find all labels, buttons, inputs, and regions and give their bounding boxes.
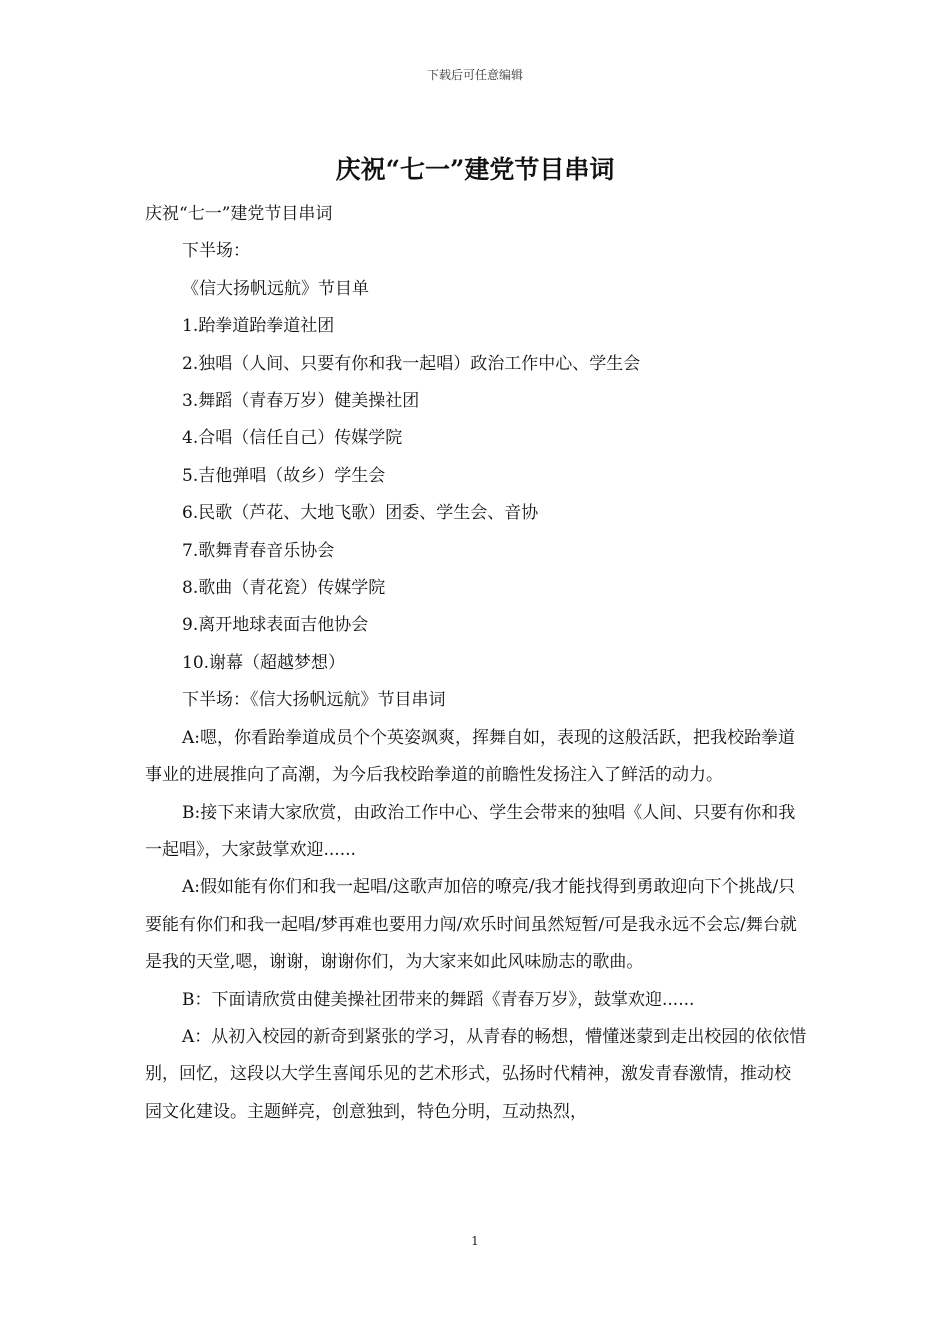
document-body	[145, 196, 807, 1131]
program-list-item: 8.歌曲（青花瓷）传媒学院	[182, 578, 386, 599]
program-list-item: 6.民歌（芦花、大地飞歌）团委、学生会、音协	[182, 503, 539, 524]
program-list-item: 9.离开地球表面吉他协会	[182, 615, 369, 636]
program-list-item: 5.吉他弹唱（故乡）学生会	[182, 465, 386, 486]
program-list-item: 7.歌舞青春音乐协会	[182, 540, 335, 561]
paragraph: A:假如能有你们和我一起唱/这歌声加倍的嘹亮/我才能找得到勇敢迎向下个挑战/只要能有你们和我一起唱/梦再难也要用力闯/欢乐时间虽然短暂/可是我永远不会忘/舞台就是我的天堂,嗯，谢谢，谢谢你们，为大家来如此风味励志的歌曲。	[145, 877, 797, 973]
paragraph: A:嗯，你看跆拳道成员个个英姿飒爽，挥舞自如，表现的这般活跃，把我校跆拳道事业的进展推向了高潮，为今后我校跆拳道的前瞻性发扬注入了鲜活的动力。	[145, 727, 796, 786]
document-title: 庆祝“七一”建党节目串词	[335, 155, 615, 184]
paragraph: 庆祝“七一”建党节目串词	[145, 204, 333, 224]
paragraph: 下半场：《信大扬帆远航》节目串词	[182, 690, 446, 711]
program-list-item: 2.独唱（人间、只要有你和我一起唱）政治工作中心、学生会	[182, 353, 641, 374]
program-list-item: 4.合唱（信任自己）传媒学院	[182, 428, 403, 449]
program-list-item: 1.跆拳道跆拳道社团	[182, 316, 335, 337]
program-list-item: 10.谢幕（超越梦想）	[182, 652, 346, 673]
paragraph: 《信大扬帆远航》节目单	[182, 278, 369, 299]
program-list-item: 3.舞蹈（青春万岁）健美操社团	[182, 391, 420, 412]
paragraph: B：下面请欣赏由健美操社团带来的舞蹈《青春万岁》，鼓掌欢迎......	[182, 989, 695, 1010]
page-number: 1	[471, 1234, 479, 1248]
paragraph: A：从初入校园的新奇到紧张的学习，从青春的畅想，懵懂迷蒙到走出校园的依依惜别，回忆，这段以大学生喜闻乐见的艺术形式，弘扬时代精神，激发青春激情，推动校园文化建设。主题鲜亮，创意独到，特色分明，互动热烈，	[145, 1026, 807, 1122]
page-header: 下载后可任意编辑	[426, 68, 523, 82]
paragraph: 下半场：	[182, 241, 250, 262]
paragraph: B:接下来请大家欣赏，由政治工作中心、学生会带来的独唱《人间、只要有你和我一起唱》，大家鼓掌欢迎......	[145, 802, 796, 860]
